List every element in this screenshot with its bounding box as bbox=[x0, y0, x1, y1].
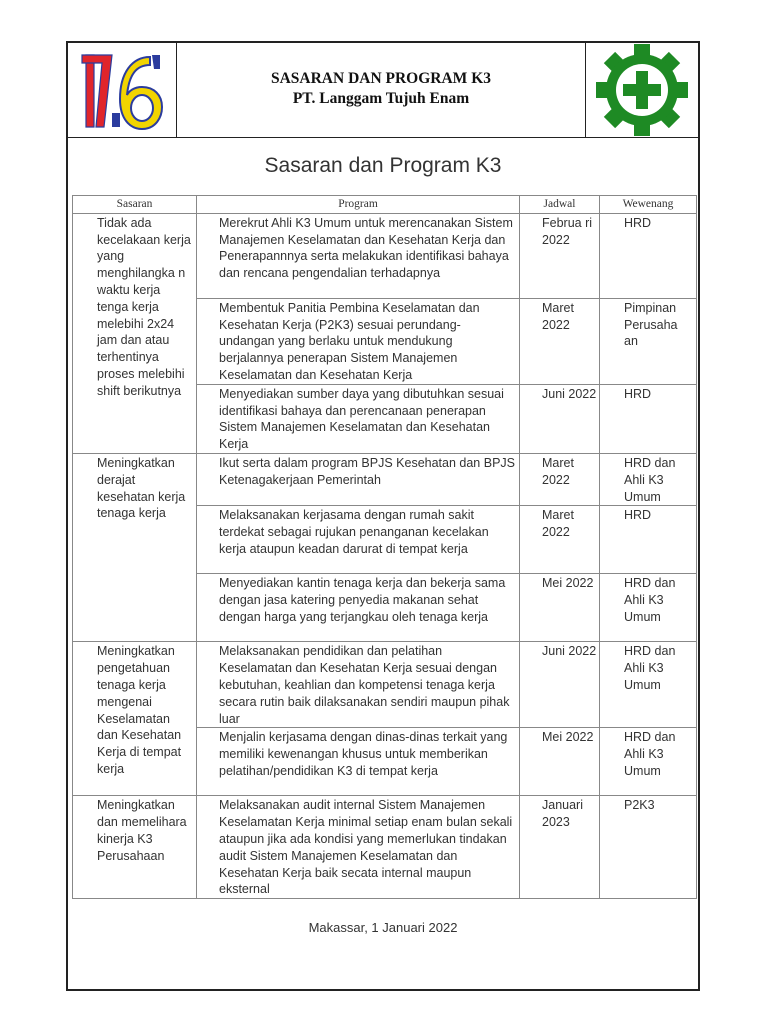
wewenang-cell: HRD bbox=[600, 213, 697, 298]
jadwal-cell: Juni 2022 bbox=[520, 384, 600, 453]
program-cell: Menyediakan kantin tenaga kerja dan bekerja sama dengan jasa katering penyedia makanan sehat dengan harga yang terjangkau oleh tenaga kerja bbox=[197, 574, 520, 642]
jadwal-cell: Februa ri 2022 bbox=[520, 213, 600, 298]
wewenang-cell: HRD dan Ahli K3 Umum bbox=[600, 642, 697, 728]
program-cell: Melaksanakan audit internal Sistem Manajemen Keselamatan Kerja minimal setiap enam bulan sekali ataupun jika ada kondisi yang memerlukan tindakan audit Sistem Manajemen Keselamatan dan Kesehatan Kerja baik secata internal maupun eksternal bbox=[197, 796, 520, 899]
sasaran-cell: Meningkatkan pengetahuan tenaga kerja mengenai Keselamatan dan Kesehatan Kerja di tempat kerja bbox=[73, 642, 197, 796]
table-header-row bbox=[73, 196, 697, 214]
table-row bbox=[73, 796, 697, 899]
wewenang-cell: HRD bbox=[600, 506, 697, 574]
document-header bbox=[68, 43, 698, 138]
place-date: Makassar, 1 Januari 2022 bbox=[308, 920, 458, 935]
column-header-wewenang: Wewenang bbox=[600, 196, 697, 214]
wewenang-cell: HRD dan Ahli K3 Umum bbox=[600, 728, 697, 796]
document-title: Sasaran dan Program K3 bbox=[264, 154, 502, 177]
jadwal-cell: Mei 2022 bbox=[520, 728, 600, 796]
program-cell: Membentuk Panitia Pembina Keselamatan dan Kesehatan Kerja (P2K3) sesuai perundang-undangan yang berlaku untuk mendukung berjalannya penerapan Sistem Manajemen Keselamatan dan Kesehatan Kerja bbox=[197, 298, 520, 384]
table-row bbox=[73, 213, 697, 298]
k3-safety-gear-cross-icon bbox=[586, 43, 698, 137]
column-header-program: Program bbox=[197, 196, 520, 214]
header-title-line1: SASARAN DAN PROGRAM K3 bbox=[270, 70, 491, 87]
sasaran-cell: Tidak ada kecelakaan kerja yang menghilangka n waktu kerja tenga kerja melebihi 2x24 jam dan atau terhentinya proses melebihi shift berikutnya bbox=[73, 213, 197, 453]
wewenang-cell: HRD bbox=[600, 384, 697, 453]
program-cell: Ikut serta dalam program BPJS Kesehatan dan BPJS Ketenagakerjaan Pemerintah bbox=[197, 453, 520, 505]
program-cell: Menyediakan sumber daya yang dibutuhkan sesuai identifikasi bahaya dan perencanaan penerapan Sistem Manajemen Keselamatan dan Kesehatan Kerja bbox=[197, 384, 520, 453]
wewenang-cell: HRD dan Ahli K3 Umum bbox=[600, 574, 697, 642]
jadwal-cell: Mei 2022 bbox=[520, 574, 600, 642]
program-cell: Melaksanakan pendidikan dan pelatihan Keselamatan dan Kesehatan Kerja sesuai dengan kebutuhan, keahlian dan kompetensi tenaga kerja secara rutin baik dilaksanakan sendiri maupun pihak luar bbox=[197, 642, 520, 728]
sasaran-cell: Meningkatkan dan memelihara kinerja K3 Perusahaan bbox=[73, 796, 197, 899]
header-company-name: PT. Langgam Tujuh Enam bbox=[292, 90, 470, 107]
wewenang-cell: P2K3 bbox=[600, 796, 697, 899]
table-row bbox=[73, 642, 697, 728]
sasaran-cell: Meningkatkan derajat kesehatan kerja tenaga kerja bbox=[73, 453, 197, 641]
column-header-sasaran: Sasaran bbox=[73, 196, 197, 214]
jadwal-cell: Maret 2022 bbox=[520, 298, 600, 384]
logo-cell-left bbox=[68, 43, 177, 137]
column-header-jadwal: Jadwal bbox=[520, 196, 600, 214]
program-cell: Menjalin kerjasama dengan dinas-dinas terkait yang memiliki kewenangan khusus untuk memberikan pelatihan/pendidikan K3 di tempat kerja bbox=[197, 728, 520, 796]
jadwal-cell: Maret 2022 bbox=[520, 506, 600, 574]
document-frame bbox=[66, 41, 700, 991]
program-cell: Melaksanakan kerjasama dengan rumah sakit terdekat sebagai rujukan penanganan kecelakan kerja ataupun keadan darurat di tempat kerja bbox=[197, 506, 520, 574]
sasaran-program-table bbox=[72, 195, 697, 899]
program-cell: Merekrut Ahli K3 Umum untuk merencanakan Sistem Manajemen Keselamatan dan Kesehatan Kerja dan Penerapannnya serta melakukan identifikasi bahaya dan rencana pengendalian terhadapnya bbox=[197, 213, 520, 298]
wewenang-cell: HRD dan Ahli K3 Umum bbox=[600, 453, 697, 505]
header-title bbox=[176, 69, 586, 109]
logo-cell-right bbox=[585, 43, 698, 137]
table-row bbox=[73, 453, 697, 505]
wewenang-cell: Pimpinan Perusaha an bbox=[600, 298, 697, 384]
jadwal-cell: Juni 2022 bbox=[520, 642, 600, 728]
company-76-logo-icon bbox=[68, 43, 176, 137]
jadwal-cell: Maret 2022 bbox=[520, 453, 600, 505]
jadwal-cell: Januari 2023 bbox=[520, 796, 600, 899]
